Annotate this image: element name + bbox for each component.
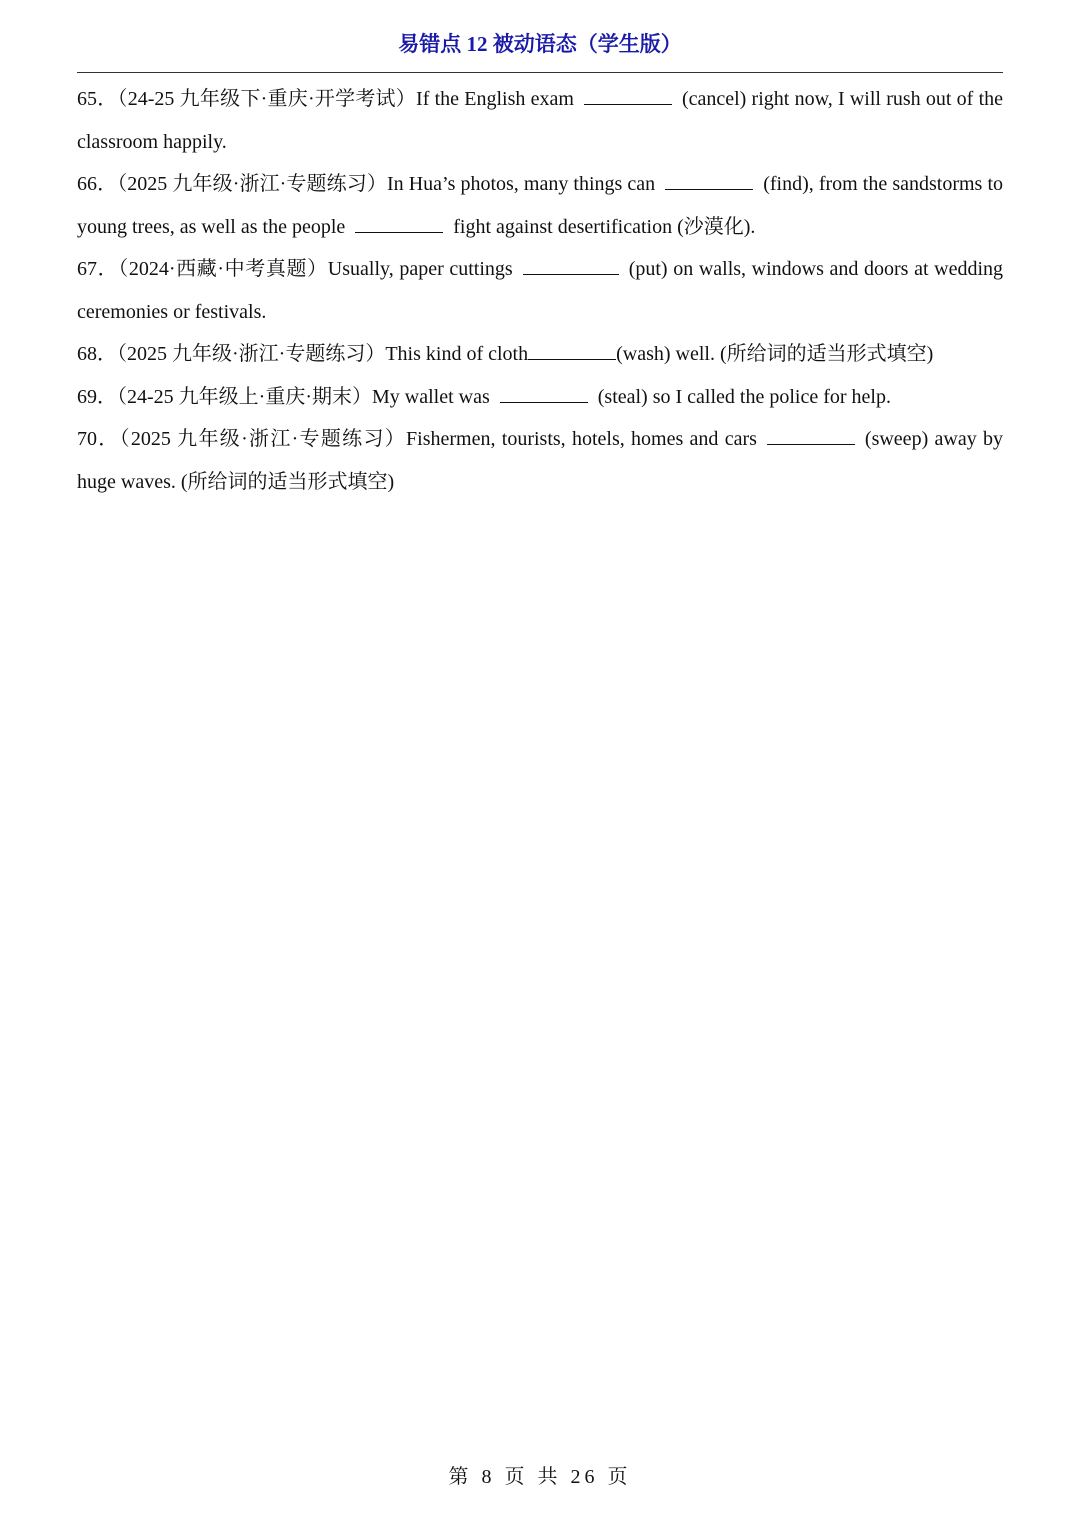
question-text: This kind of cloth: [385, 343, 529, 365]
question-68: [77, 333, 1003, 376]
question-source: （24-25 九年级下·重庆·开学考试）: [117, 88, 417, 110]
answer-blank[interactable]: [355, 214, 443, 233]
question-70: [77, 418, 1003, 503]
answer-blank[interactable]: [767, 426, 855, 445]
question-66: [77, 163, 1003, 248]
question-text: (find), from the sandstorms to young trees, as well as the people: [77, 173, 1003, 238]
question-hint: (sweep) away by huge waves. (所给词的适当形式填空): [77, 428, 1004, 493]
question-text: In Hua’s photos, many things can: [386, 173, 656, 195]
answer-blank[interactable]: [523, 256, 619, 275]
question-list: [77, 78, 1003, 503]
question-number: 65．: [77, 88, 118, 110]
question-hint: fight against desertification (沙漠化).: [453, 215, 756, 238]
question-67: [77, 248, 1003, 333]
question-hint: (put) on walls, windows and doors at wedding ceremonies or festivals.: [77, 258, 1004, 323]
question-hint: (wash) well. (所给词的适当形式填空): [616, 343, 934, 365]
question-source: （2025 九年级·浙江·专题练习）: [119, 428, 407, 450]
question-number: 68．: [77, 343, 117, 365]
page-number-footer: 第 8 页 共 26 页: [448, 1466, 632, 1488]
answer-blank[interactable]: [584, 86, 672, 105]
question-text: If the English exam: [416, 88, 574, 110]
question-number: 67．: [77, 258, 119, 280]
question-text: My wallet was: [371, 385, 490, 408]
answer-blank[interactable]: [500, 384, 588, 403]
answer-blank[interactable]: [665, 171, 753, 190]
answer-blank[interactable]: [528, 341, 616, 360]
question-text: Fishermen, tourists, hotels, homes and cars: [406, 428, 757, 450]
header-divider: [77, 72, 1003, 73]
page-header-title: 易错点 12 被动语态（学生版）: [398, 32, 682, 56]
question-number: 70．: [77, 428, 120, 450]
question-source: （2024·西藏·中考真题）: [118, 258, 328, 280]
question-source: （2025 九年级·浙江·专题练习）: [117, 173, 387, 195]
question-number: 69．: [77, 385, 117, 408]
question-65: [77, 78, 1003, 163]
question-source: （24-25 九年级上·重庆·期末）: [117, 385, 372, 408]
question-69: [77, 376, 1003, 419]
question-source: （2025 九年级·浙江·专题练习）: [117, 343, 386, 365]
question-hint: (steal) so I called the police for help.: [597, 385, 891, 408]
question-number: 66．: [77, 173, 118, 195]
question-hint: (cancel) right now, I will rush out of the classroom happily.: [77, 88, 1004, 153]
question-text: Usually, paper cuttings: [327, 258, 513, 280]
